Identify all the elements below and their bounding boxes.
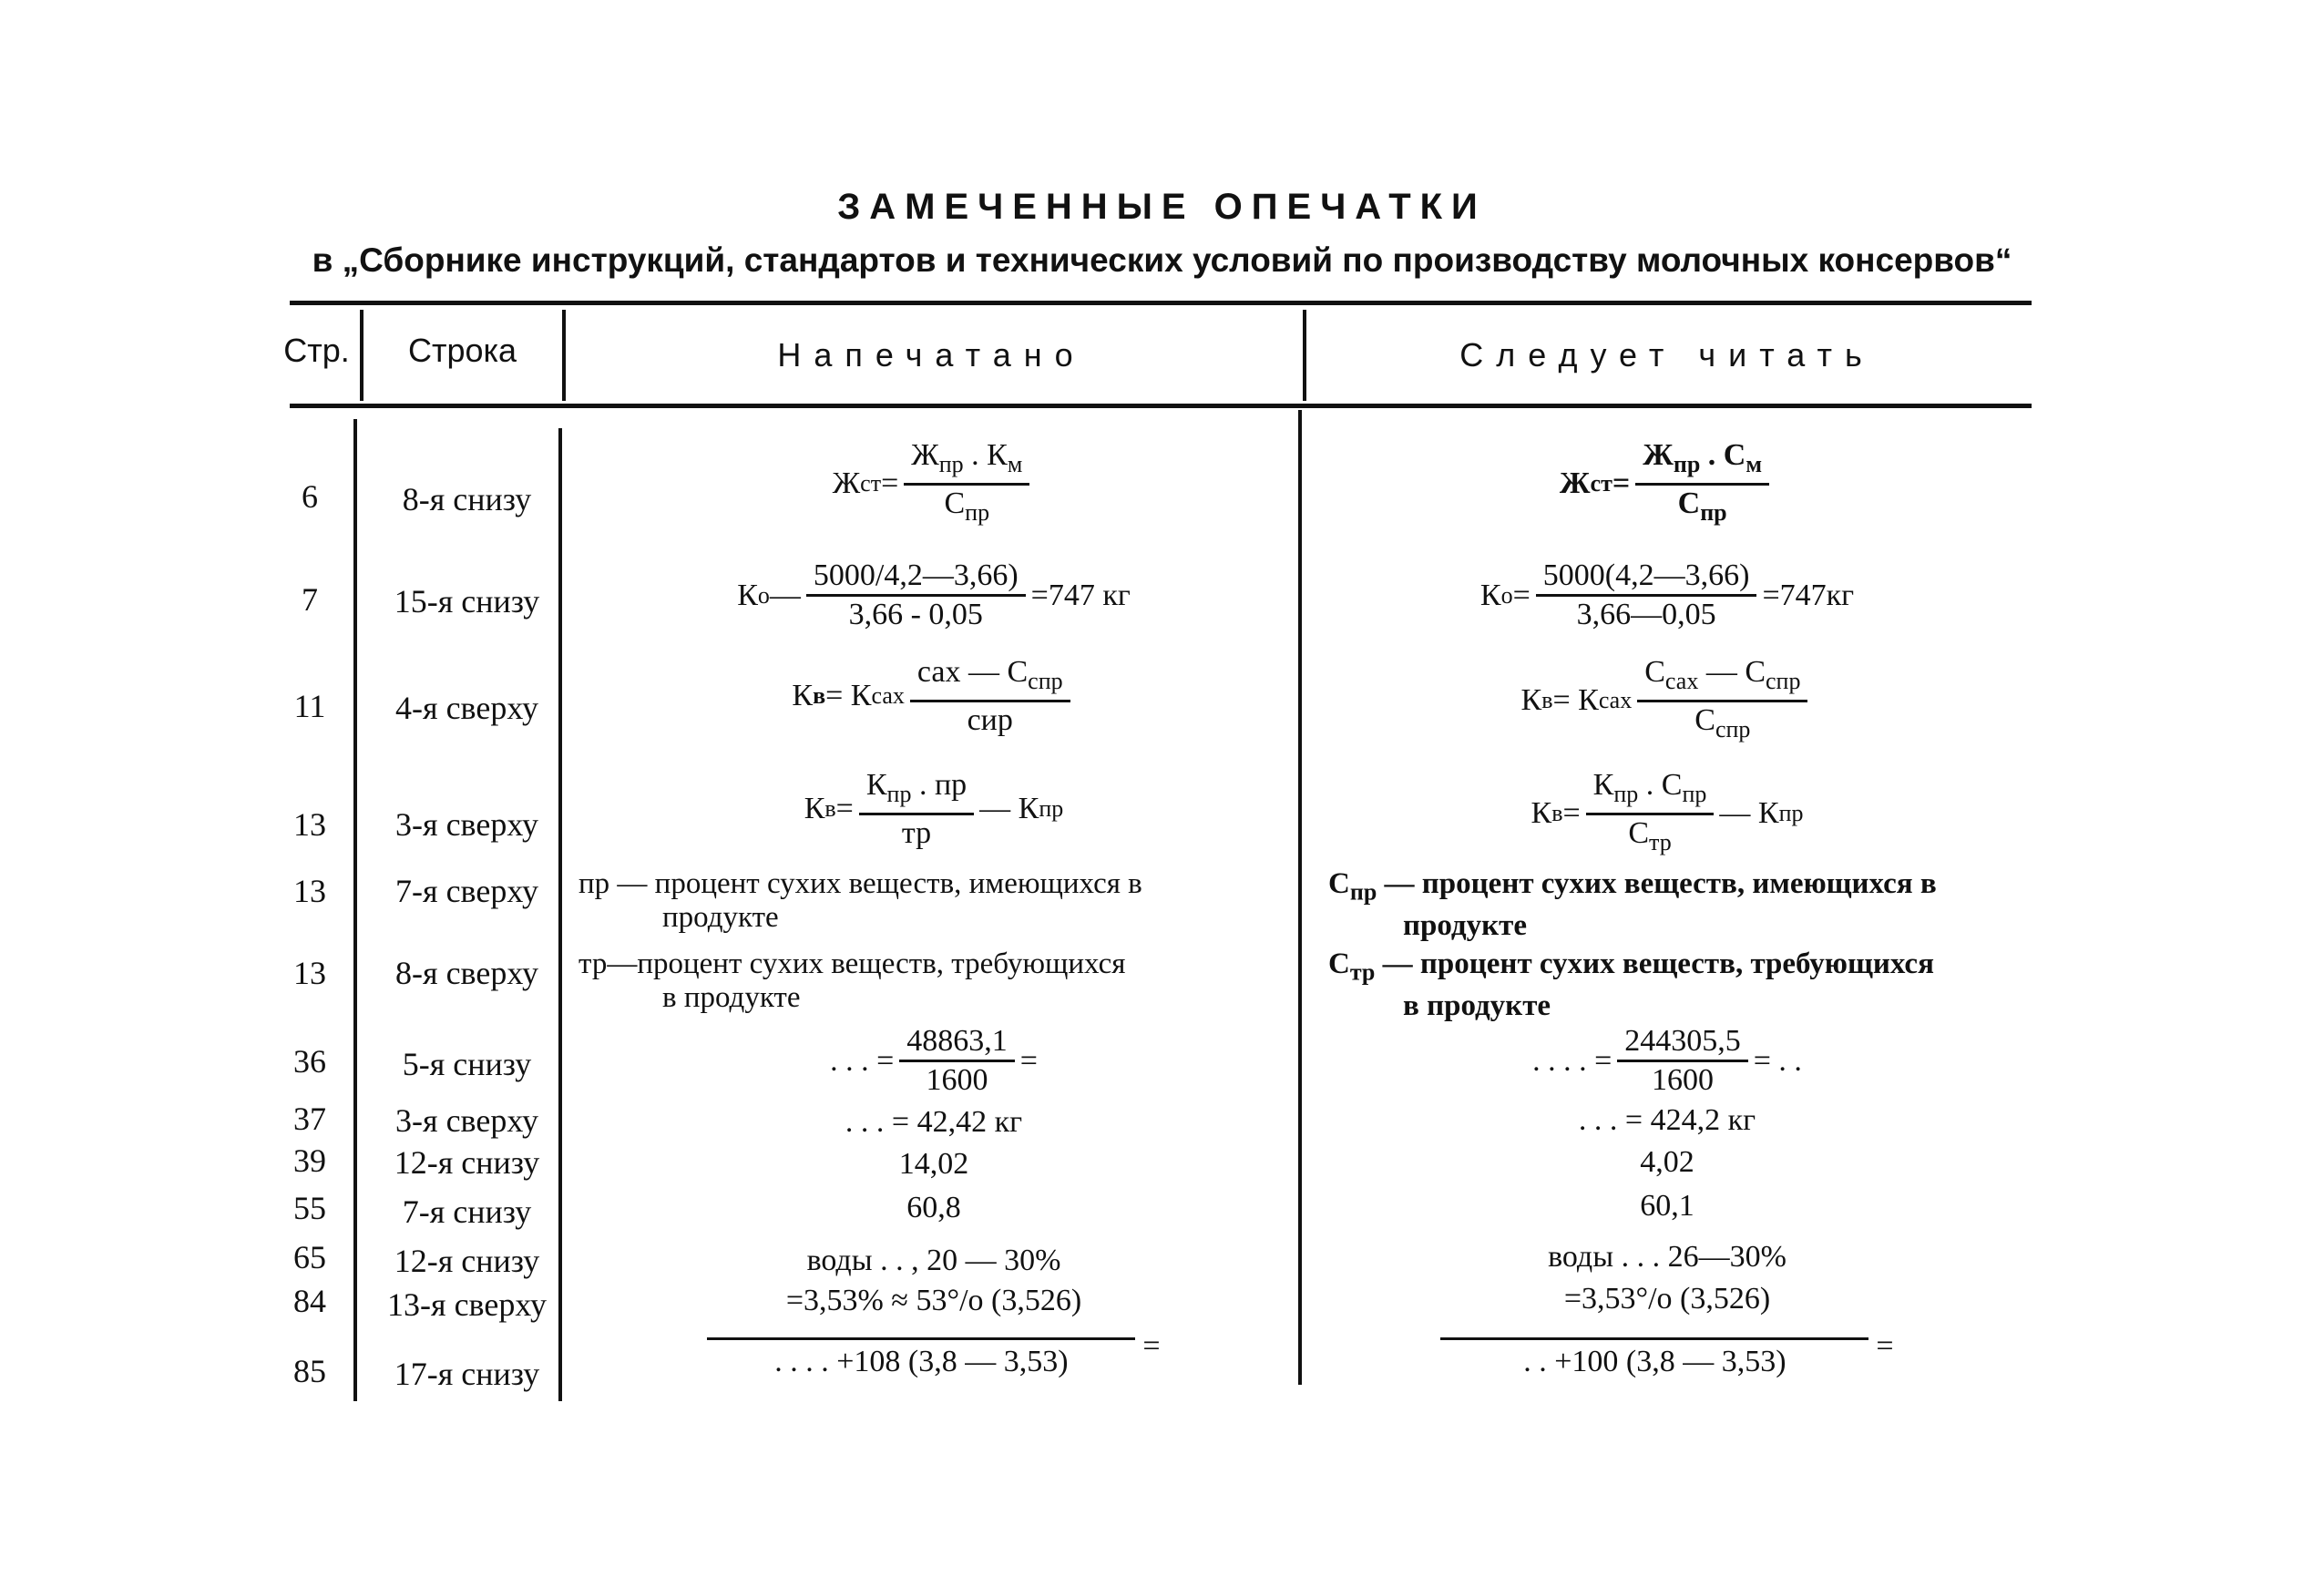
row-10-printed: 60,8 — [906, 1191, 961, 1224]
row-3-printed: К в = К сах $\frac{сах — С_{спр}}{\text{сир}}$ — [574, 654, 1294, 739]
row-1-correct: Ж ст = $\frac{Ж_{пр} . С_м}{С_{пр}}$ — [1307, 437, 2027, 531]
row-12-page: 84 — [293, 1283, 326, 1319]
header-page: Стр. — [283, 332, 350, 369]
row-7-page: 36 — [293, 1043, 326, 1080]
row-6-printed: тр—процент сухих веществ, требующихся в продукте — [578, 947, 1126, 1014]
row-5-page: 13 — [293, 873, 326, 909]
row-9-line: 12-я снизу — [394, 1144, 540, 1181]
row-5-printed: пр — процент сухих веществ, имеющихся в продукте — [578, 867, 1142, 934]
row-4-page: 13 — [293, 806, 326, 843]
row-10-correct: 60,1 — [1640, 1189, 1694, 1223]
row-4-printed: К в = $\frac{К_{пр} . пр}{тр}$ — К пр — [804, 768, 1064, 850]
row-2-correct: К о = $\frac{5000(4,2—3,66)}{3,66—0,05}$ =747кг — [1479, 558, 1855, 631]
header-bottom-rule — [290, 404, 2032, 408]
row-8-printed: . . . = 42,42 кг — [845, 1105, 1023, 1139]
row-2-page: 7 — [302, 581, 318, 618]
row-6-page: 13 — [293, 955, 326, 991]
row-5-correct: $С_{пр}$ — процент сухих веществ, имеющихся в продукте — [1328, 867, 1937, 942]
row-7-line: 5-я снизу — [402, 1046, 532, 1082]
page-title: ЗАМЕЧЕННЫЕ ОПЕЧАТКИ — [837, 187, 1487, 227]
row-8-line: 3-я сверху — [395, 1102, 538, 1139]
row-11-page: 65 — [293, 1239, 326, 1275]
row-13-line: 17-я снизу — [394, 1356, 540, 1392]
row-11-line: 12-я снизу — [394, 1243, 540, 1279]
row-10-page: 55 — [293, 1190, 326, 1226]
row-9-correct: 4,02 — [1640, 1145, 1694, 1179]
header-line: Строка — [407, 332, 517, 369]
row-2-line: 15-я снизу — [394, 583, 540, 620]
row-3-correct: К в = К сах $\frac{С_{сах} — С_{спр}}{С_{спр}}$ — [1307, 654, 2027, 748]
row-6-correct: $С_{тр}$ — процент сухих веществ, требующихся в продукте — [1328, 947, 1934, 1022]
row-7-correct: . . . . = $\frac{244305,5}{1600}$ = . . — [1532, 1024, 1802, 1097]
row-7-printed: . . . = $\frac{48863,1}{1600}$ = — [830, 1024, 1038, 1097]
header-correct: Следует читать — [1459, 336, 1875, 374]
row-8-page: 37 — [293, 1101, 326, 1137]
row-3-page: 11 — [293, 688, 326, 724]
row-5-line: 7-я сверху — [395, 873, 538, 909]
row-10-line: 7-я снизу — [402, 1193, 532, 1230]
page-subtitle: в „Сборнике инструкций, стандартов и технических условий по производству молочных консервов“ — [312, 241, 2012, 279]
row-3-line: 4-я сверху — [395, 690, 538, 726]
column-divider-page-body — [353, 419, 357, 1401]
row-13-correct: . . +100 (3,8 — 3,53) = — [1307, 1337, 2027, 1380]
row-4-correct: К в = $\frac{К_{пр} . С_{пр}}{С_{тр}}$ — К пр — [1531, 768, 1804, 855]
row-9-page: 39 — [293, 1142, 326, 1179]
row-13-page: 85 — [293, 1353, 326, 1389]
row-13-printed: . . . . +108 (3,8 — 3,53) = — [574, 1337, 1294, 1380]
row-8-correct: . . . = 424,2 кг — [1578, 1103, 1756, 1137]
table-top-rule — [290, 301, 2032, 305]
row-1-line: 8-я снизу — [402, 481, 532, 517]
row-4-line: 3-я сверху — [395, 806, 538, 843]
row-11-correct: воды . . . 26—30% — [1548, 1240, 1787, 1274]
header-printed: Напечатано — [777, 336, 1086, 374]
column-divider-page — [360, 310, 363, 401]
column-divider-printed-body — [1298, 410, 1302, 1385]
row-6-line: 8-я сверху — [395, 955, 538, 991]
row-12-printed: =3,53% ≈ 53°/о (3,526) — [785, 1284, 1082, 1317]
row-12-correct: =3,53°/о (3,526) — [1563, 1282, 1771, 1316]
row-12-line: 13-я сверху — [387, 1286, 547, 1323]
row-11-printed: воды . . , 20 — 30% — [806, 1244, 1061, 1277]
row-1-page: 6 — [302, 478, 318, 515]
row-9-printed: 14,02 — [898, 1147, 969, 1181]
row-1-printed: Ж ст = $\frac{Ж_{пр} . К_м}{С_{пр}}$ — [574, 437, 1294, 531]
row-2-printed: К о — $\frac{5000/4,2—3,66)}{3,66 - 0,05}$ =747 кг — [737, 558, 1131, 631]
